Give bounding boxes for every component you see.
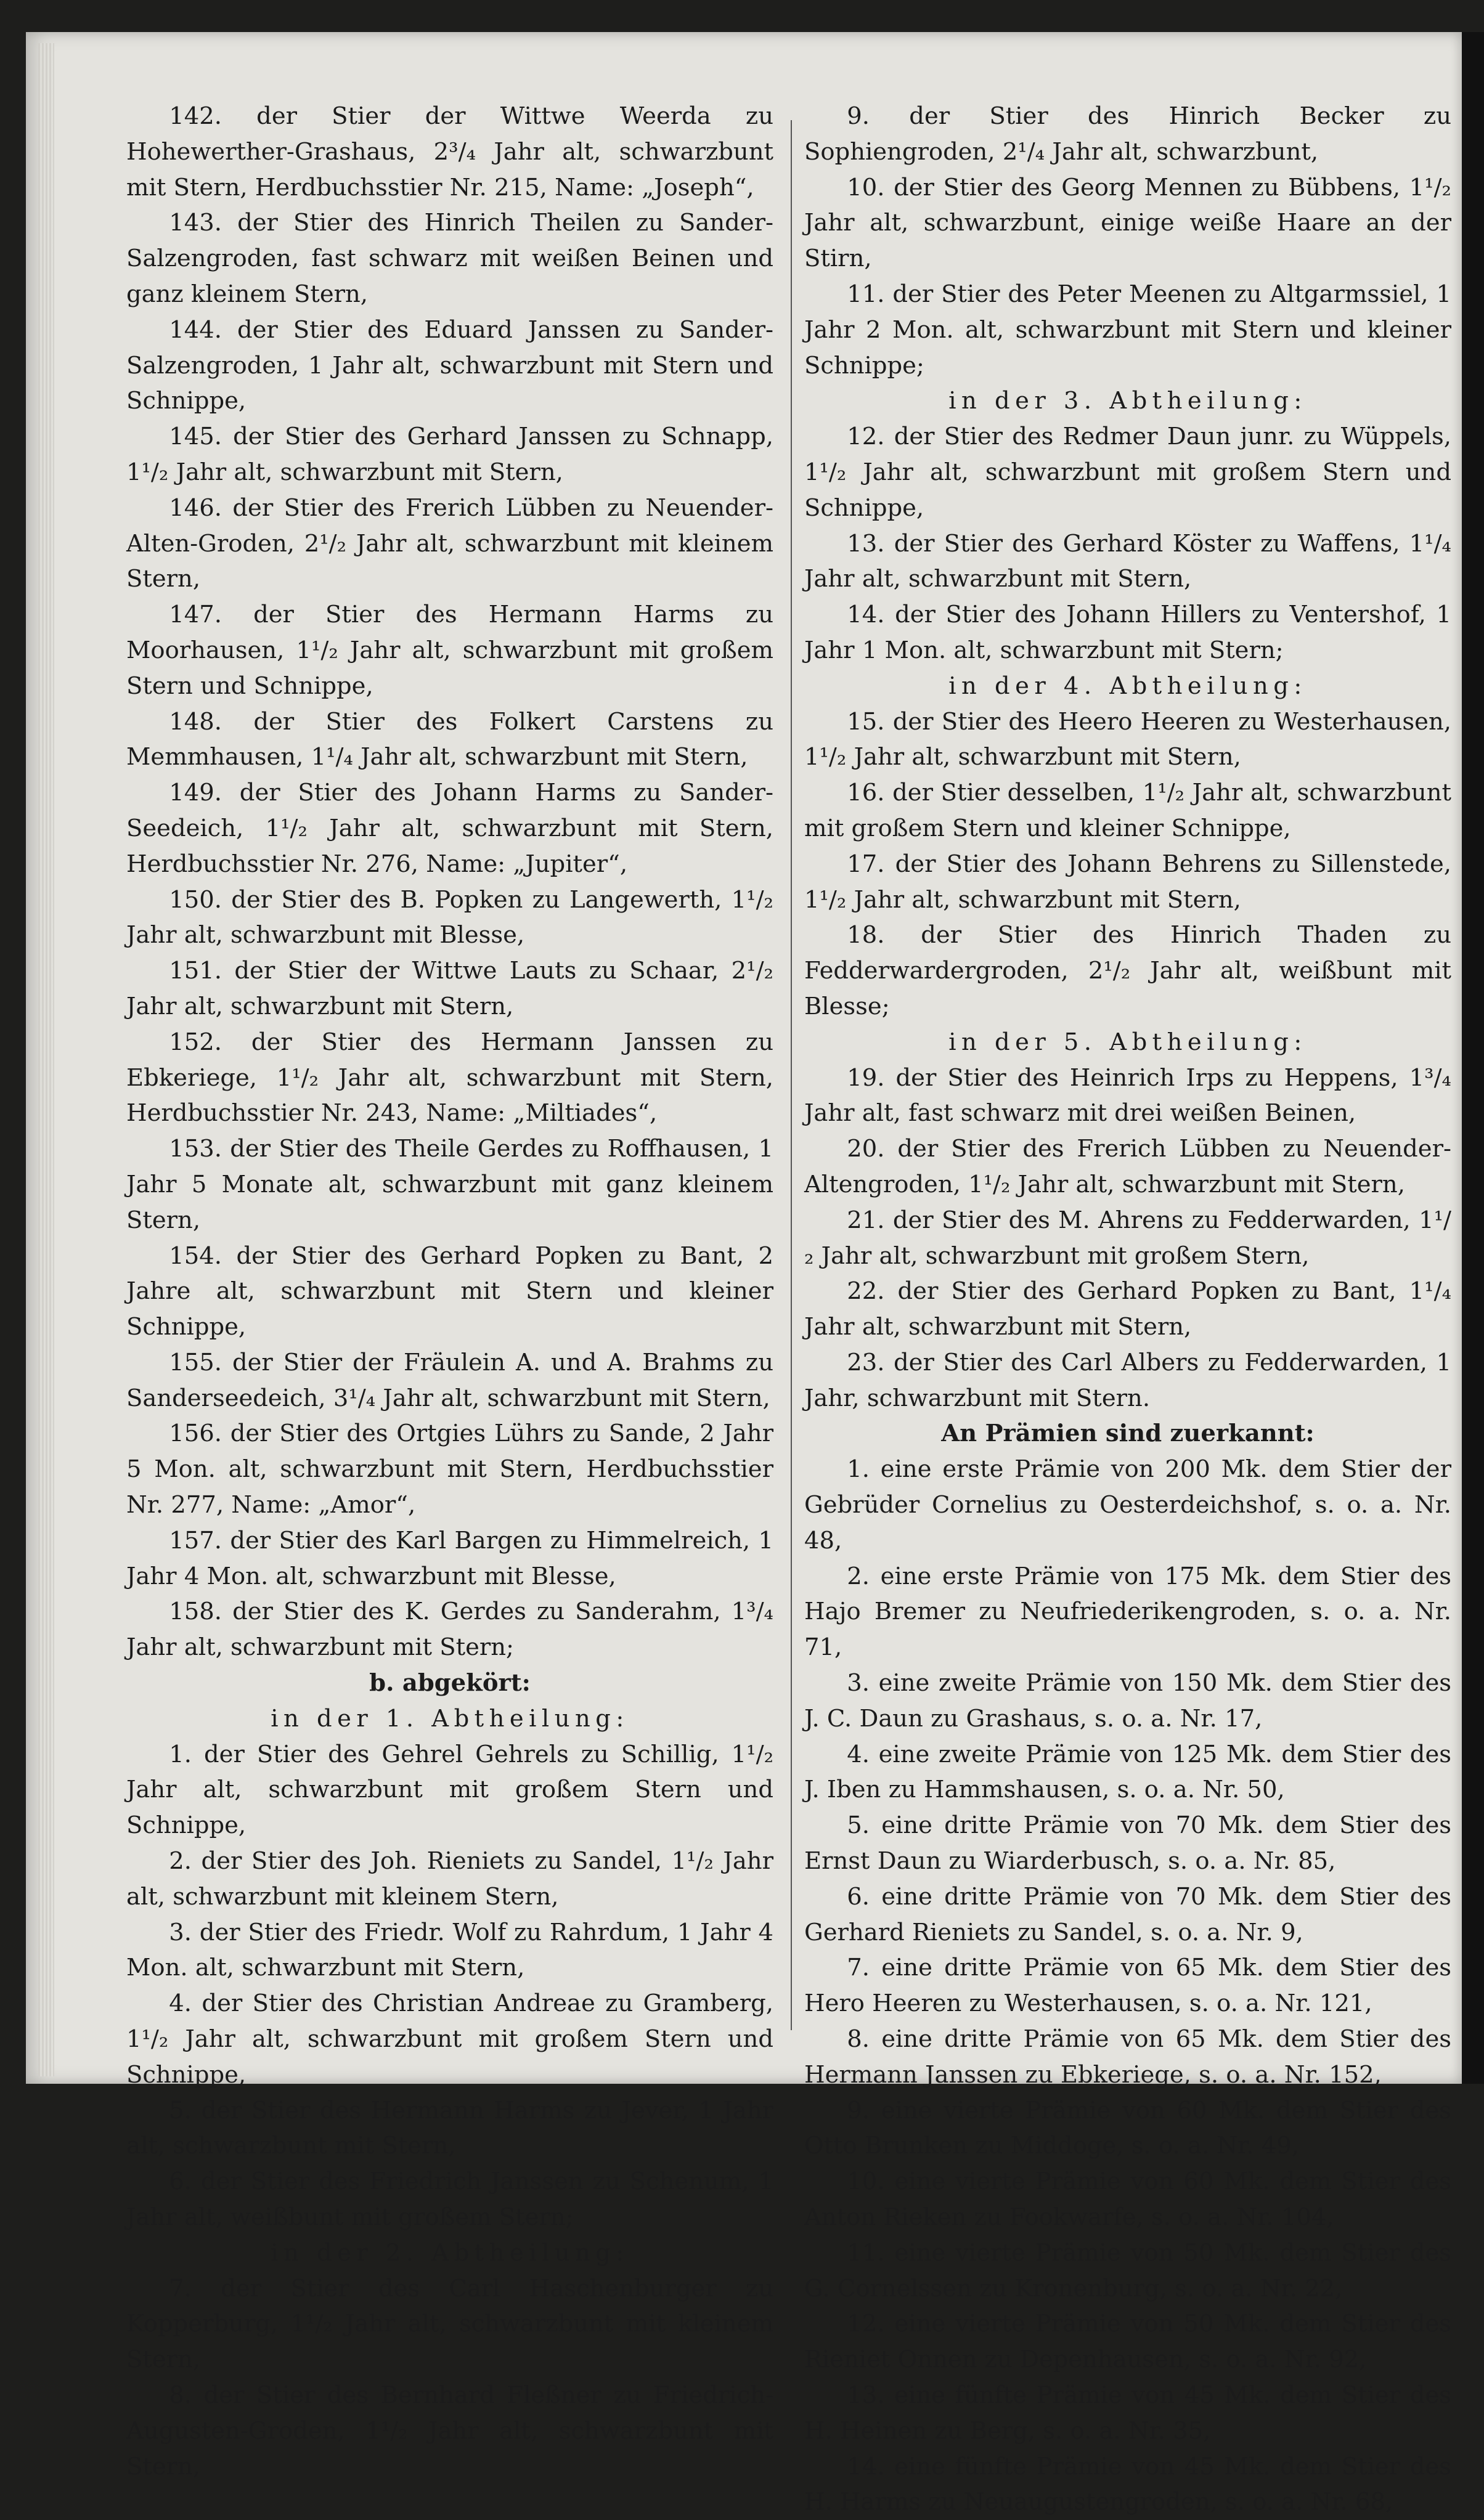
- entry-paragraph: 16. der Stier desselben, 1¹/₂ Jahr alt, schwarzbunt mit großem Stern und kleiner Schnippe,: [804, 779, 1451, 842]
- subheading: b. abgekört:: [369, 1669, 531, 1697]
- entry-paragraph: 143. der Stier des Hinrich Theilen zu Sander-Salzengroden, fast schwarz mit weißen Beinen und ganz kleinem Stern,: [126, 209, 773, 308]
- entry-paragraph: 144. der Stier des Eduard Janssen zu Sander-Salzengroden, 1 Jahr alt, schwarzbunt mit Stern und Schnippe,: [126, 315, 773, 415]
- section-heading: in der 3. Abtheilung:: [948, 387, 1307, 415]
- entry-paragraph: 19. der Stier des Heinrich Irps zu Heppens, 1³/₄ Jahr alt, fast schwarz mit drei weißen Beinen,: [804, 1063, 1451, 1128]
- entry-paragraph: 4. eine zweite Prämie von 125 Mk. dem Stier des J. Iben zu Hammshausen, s. o. a. Nr. 50,: [804, 1740, 1451, 1804]
- entry-paragraph: 3. der Stier des Friedr. Wolf zu Rahrdum, 1 Jahr 4 Mon. alt, schwarzbunt mit Stern,: [126, 1918, 773, 1982]
- entry-paragraph: 154. der Stier des Gerhard Popken zu Bant, 2 Jahre alt, schwarzbunt mit Stern und kleiner Schnippe,: [126, 1242, 773, 1341]
- entry-paragraph: 146. der Stier des Frerich Lübben zu Neuender-Alten-Groden, 2¹/₂ Jahr alt, schwarzbunt mit kleinem Stern,: [126, 494, 773, 593]
- entry-paragraph: 156. der Stier des Ortgies Lührs zu Sande, 2 Jahr 5 Mon. alt, schwarzbunt mit Stern, Herdbuchsstier Nr. 277, Name: „Amor“,: [126, 1420, 773, 1519]
- section-heading: in der 2. Abtheilung:: [271, 2238, 629, 2267]
- entry-paragraph: 8. eine dritte Prämie von 65 Mk. dem Stier des Hermann Janssen zu Ebkeriege, s. o. a. Nr. 152,: [804, 2025, 1451, 2089]
- entry-paragraph: 7. der Stier des Carl Haschenburger zu Kopperburg, 1¹/₂ Jahr alt, schwarzbunt mit kleinem Stern,: [126, 2274, 773, 2374]
- left-column: [126, 99, 773, 2481]
- entry-paragraph: 149. der Stier des Johann Harms zu Sander-Seedeich, 1¹/₂ Jahr alt, schwarzbunt mit Stern, Herdbuchsstier Nr. 276, Name: „Jupiter“,: [126, 779, 773, 878]
- scan-border: [1462, 32, 1484, 2084]
- entry-paragraph: 11. eine vierte Prämie von 50 Mk. dem Stier des G. Cornelssen zu Kronenburg, s. o. a. Nr. 22,: [804, 2238, 1451, 2303]
- entry-paragraph: 20. der Stier des Frerich Lübben zu Neuender-Altengroden, 1¹/₂ Jahr alt, schwarzbunt mit Stern,: [804, 1135, 1451, 1198]
- entry-paragraph: 3. eine zweite Prämie von 150 Mk. dem Stier des J. C. Daun zu Grashaus, s. o. a. Nr. 17,: [804, 1669, 1451, 1733]
- entry-paragraph: 2. der Stier des Joh. Rieniets zu Sandel, 1¹/₂ Jahr alt, schwarzbunt mit kleinem Stern,: [126, 1847, 773, 1911]
- entry-paragraph: 10. eine vierte Prämie von 60 Mk. dem Stier des Anton Rieken zu Fookwarfe, s. o. a. Nr. 104,: [804, 2168, 1451, 2232]
- entry-paragraph: 5. eine dritte Prämie von 70 Mk. dem Stier des Ernst Daun zu Wiarderbusch, s. o. a. Nr. 85,: [804, 1811, 1451, 1876]
- entry-paragraph: 18. der Stier des Hinrich Thaden zu Fedderwardergroden, 2¹/₂ Jahr alt, weißbunt mit Blesse;: [804, 921, 1451, 1020]
- entry-paragraph: 150. der Stier des B. Popken zu Langewerth, 1¹/₂ Jahr alt, schwarzbunt mit Blesse,: [126, 885, 773, 949]
- entry-paragraph: 13. der Stier des Gerhard Köster zu Waffens, 1¹/₄ Jahr alt, schwarzbunt mit Stern,: [804, 529, 1451, 593]
- entry-paragraph: 9. eine vierte Prämie von 60 Mk. dem Stier des Otto Brunken zu Middoge, s. o. a. Nr. 49,: [804, 2096, 1451, 2160]
- subheading: An Prämien sind zuerkannt:: [941, 1420, 1315, 1448]
- entry-paragraph: 157. der Stier des Karl Bargen zu Himmelreich, 1 Jahr 4 Mon. alt, schwarzbunt mit Blesse,: [126, 1526, 773, 1590]
- entry-paragraph: 158. der Stier des K. Gerdes zu Sanderahm, 1³/₄ Jahr alt, schwarzbunt mit Stern;: [126, 1598, 773, 1662]
- entry-paragraph: 10. der Stier des Georg Mennen zu Bübbens, 1¹/₂ Jahr alt, schwarzbunt, einige weiße Haare an der Stirn,: [804, 173, 1451, 273]
- entry-paragraph: 152. der Stier des Hermann Janssen zu Ebkeriege, 1¹/₂ Jahr alt, schwarzbunt mit Stern, Herdbuchsstier Nr. 243, Name: „Miltiades“,: [126, 1028, 773, 1128]
- right-column: [804, 99, 1451, 2516]
- section-heading: in der 4. Abtheilung:: [948, 672, 1307, 700]
- entry-paragraph: 6. eine dritte Prämie von 70 Mk. dem Stier des Gerhard Rieniets zu Sandel, s. o. a. Nr. 9,: [804, 1882, 1451, 1946]
- entry-paragraph: 7. eine dritte Prämie von 65 Mk. dem Stier des Hero Heeren zu Westerhausen, s. o. a. Nr. 121,: [804, 1954, 1451, 2018]
- entry-paragraph: 11. der Stier des Peter Meenen zu Altgarmssiel, 1 Jahr 2 Mon. alt, schwarzbunt mit Stern und kleiner Schnippe;: [804, 280, 1451, 380]
- entry-paragraph: 22. der Stier des Gerhard Popken zu Bant, 1¹/₄ Jahr alt, schwarzbunt mit Stern,: [804, 1277, 1451, 1341]
- entry-paragraph: 12. der Stier des Redmer Daun junr. zu Wüppels, 1¹/₂ Jahr alt, schwarzbunt mit großem Stern und Schnippe,: [804, 423, 1451, 522]
- entry-paragraph: 14. eine fünfte Prämie von 45 Mk. dem Stier des H. Harms zu Neuaugustengroden, s. o. a. Nr. 68,: [804, 2452, 1451, 2516]
- entry-paragraph: 2. eine erste Prämie von 175 Mk. dem Stier des Hajo Bremer zu Neufriederikengroden, s. o. a. Nr. 71,: [804, 1562, 1451, 1662]
- entry-paragraph: 15. der Stier des Heero Heeren zu Westerhausen, 1¹/₂ Jahr alt, schwarzbunt mit Stern,: [804, 707, 1451, 771]
- entry-paragraph: 6. der Stier des Friedrich Janssen zu Schenum, 1 Jahr alt, weißbunt mit großem Stern;: [126, 2168, 773, 2232]
- entry-paragraph: 151. der Stier der Wittwe Lauts zu Schaar, 2¹/₂ Jahr alt, schwarzbunt mit Stern,: [126, 957, 773, 1020]
- entry-paragraph: 4. der Stier des Christian Andreae zu Gramberg, 1¹/₂ Jahr alt, schwarzbunt mit großem Stern und Schnippe,: [126, 1990, 773, 2089]
- entry-paragraph: 145. der Stier des Gerhard Janssen zu Schnapp, 1¹/₂ Jahr alt, schwarzbunt mit Stern,: [126, 423, 773, 486]
- entry-paragraph: 5. der Stier des Hermann Harms zu Jever, 1 Jahr alt, schwarzbunt mit Stern,: [126, 2096, 773, 2160]
- entry-paragraph: 9. der Stier des Hinrich Becker zu Sophiengroden, 2¹/₄ Jahr alt, schwarzbunt,: [804, 102, 1451, 166]
- entry-paragraph: 147. der Stier des Hermann Harms zu Moorhausen, 1¹/₂ Jahr alt, schwarzbunt mit großem Stern und Schnippe,: [126, 601, 773, 700]
- entry-paragraph: 155. der Stier der Fräulein A. und A. Brahms zu Sanderseedeich, 3¹/₄ Jahr alt, schwarzbunt mit Stern,: [126, 1348, 773, 1412]
- entry-paragraph: 153. der Stier des Theile Gerdes zu Roffhausen, 1 Jahr 5 Monate alt, schwarzbunt mit ganz kleinem Stern,: [126, 1135, 773, 1234]
- entry-paragraph: 142. der Stier der Wittwe Weerda zu Hohewerther-Grashaus, 2³/₄ Jahr alt, schwarzbunt mit Stern, Herdbuchsstier Nr. 215, Name: „Joseph“,: [126, 102, 773, 201]
- entry-paragraph: 13. eine fünfte Prämie von 45 Mk. dem Stier des H. Heinen zu Berg, s. o. a. Nr. 35,: [804, 2381, 1451, 2445]
- column-divider: [791, 120, 792, 2030]
- entry-paragraph: 17. der Stier des Johann Behrens zu Sillenstede, 1¹/₂ Jahr alt, schwarzbunt mit Stern,: [804, 850, 1451, 914]
- section-heading: in der 5. Abtheilung:: [948, 1028, 1307, 1056]
- page-edge-strip: [38, 43, 54, 2076]
- entry-paragraph: 148. der Stier des Folkert Carstens zu Memmhausen, 1¹/₄ Jahr alt, schwarzbunt mit Stern,: [126, 707, 773, 771]
- entry-paragraph: 8. der Stier des Bernhard Fleßner zu Friedrich-Augusten-Groden, 1¹/₂ Jahr alt, schwarzbunt mit Stern,: [126, 2381, 773, 2481]
- entry-paragraph: 12. eine vierte Prämie von 50 Mk. dem Stier des Rieniet Onnen zu Depenhausen, s. o. a. Nr. 92,: [804, 2310, 1451, 2374]
- section-heading: in der 1. Abtheilung:: [271, 1704, 629, 1733]
- entry-paragraph: 1. eine erste Prämie von 200 Mk. dem Stier der Gebrüder Cornelius zu Oesterdeichshof, s. o. a. Nr. 48,: [804, 1455, 1451, 1555]
- entry-paragraph: 14. der Stier des Johann Hillers zu Ventershof, 1 Jahr 1 Mon. alt, schwarzbunt mit Stern;: [804, 601, 1451, 664]
- entry-paragraph: 23. der Stier des Carl Albers zu Fedderwarden, 1 Jahr, schwarzbunt mit Stern.: [804, 1348, 1451, 1412]
- entry-paragraph: 21. der Stier des M. Ahrens zu Fedderwarden, 1¹/₂ Jahr alt, schwarzbunt mit großem Stern,: [804, 1206, 1451, 1270]
- entry-paragraph: 1. der Stier des Gehrel Gehrels zu Schillig, 1¹/₂ Jahr alt, schwarzbunt mit großem Stern und Schnippe,: [126, 1740, 773, 1840]
